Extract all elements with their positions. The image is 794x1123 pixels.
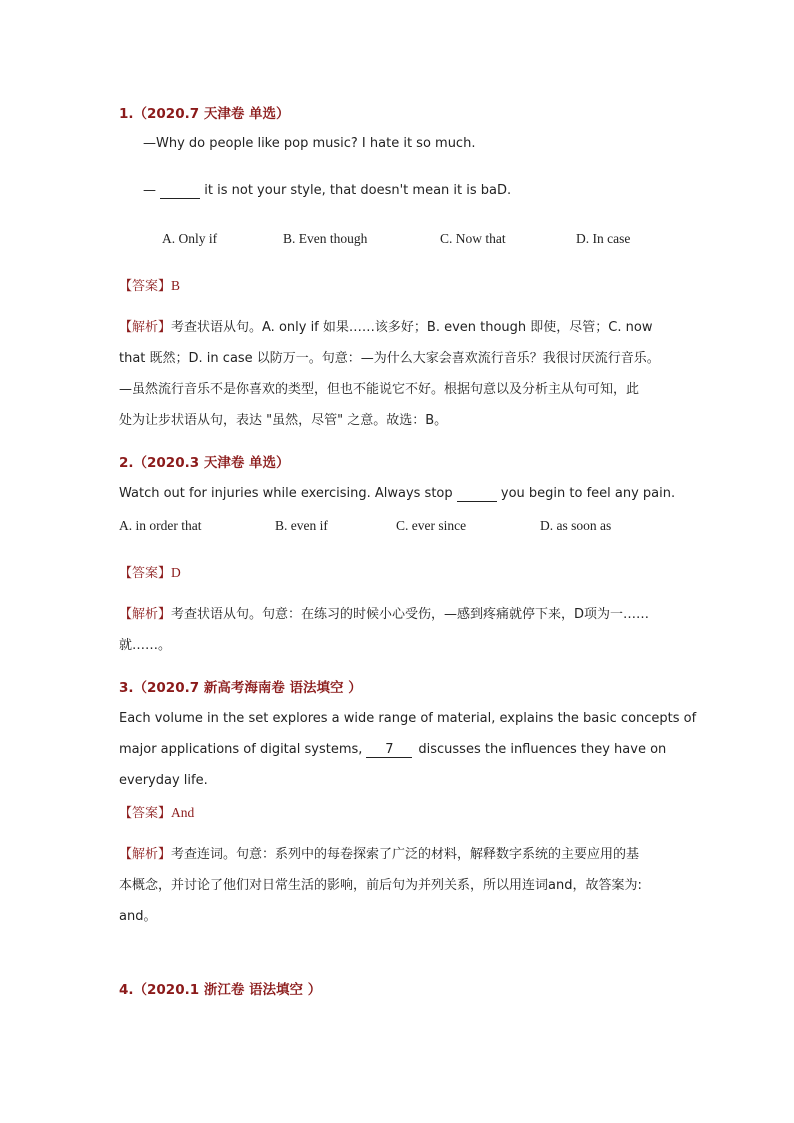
question-4-heading: 4.（2020.1 浙江卷 语法填空 ） <box>119 982 322 998</box>
answer-label: 【答案】 <box>119 279 172 294</box>
question-3-analysis-line1 <box>119 847 639 863</box>
question-2-option-d: D. as soon as <box>540 518 612 533</box>
question-3-stem-line2 <box>119 742 666 758</box>
answer-label: 【答案】 <box>119 566 172 581</box>
question-3-stem-suffix: discusses the influences they have on <box>418 742 667 757</box>
question-2-options <box>0 518 794 534</box>
question-3-analysis-line3: and。 <box>119 909 157 924</box>
question-1-option-c: C. Now that <box>440 231 506 246</box>
question-1-option-d: D. In case <box>576 231 631 246</box>
analysis-text: 考查状语从句。句意：在练习的时候小心受伤，—感到疼痛就停下来，D项为一…… <box>171 607 650 622</box>
question-2-analysis-line2: 就……。 <box>119 638 172 653</box>
answer-label: 【答案】 <box>119 806 172 821</box>
question-2-analysis-line1 <box>119 607 649 623</box>
answer-value: And <box>171 805 195 820</box>
question-3-stem-prefix: major applications of digital systems, <box>119 742 363 757</box>
question-1-analysis-line3: —虽然流行音乐不是你喜欢的类型，但也不能说它不好。根据句意以及分析主从句可知，此 <box>119 382 640 397</box>
question-1-heading: 1.（2020.7 天津卷 单选） <box>119 106 290 122</box>
question-2-heading: 2.（2020.3 天津卷 单选） <box>119 455 290 471</box>
question-1-stem-line2 <box>143 183 511 199</box>
question-1-analysis-line1 <box>119 320 652 336</box>
question-2-option-b: B. even if <box>275 518 328 533</box>
question-2-blank <box>457 487 497 502</box>
question-1-options <box>0 231 794 247</box>
question-2-option-c: C. ever since <box>396 518 467 533</box>
answer-value: B <box>171 278 181 293</box>
analysis-text: 考查连词。句意：系列中的每卷探索了广泛的材料，解释数字系统的主要应用的基 <box>171 847 640 862</box>
analysis-label: 【解析】 <box>119 607 172 622</box>
analysis-label: 【解析】 <box>119 320 172 335</box>
question-1-option-b: B. Even though <box>283 231 368 246</box>
question-3-analysis-line2: 本概念，并讨论了他们对日常生活的影响，前后句为并列关系，所以用连词and，故答案为: <box>119 878 642 893</box>
question-1-answer <box>119 278 180 295</box>
answer-value: D <box>171 565 181 580</box>
question-2-stem-suffix: you begin to feel any pain. <box>496 486 676 501</box>
question-2-stem-prefix: Watch out for injuries while exercising. Always stop <box>119 486 457 501</box>
question-1-analysis-line2: that 既然；D. in case 以防万一。句意：—为什么大家会喜欢流行音乐？我很讨厌流行音乐。 <box>119 351 660 366</box>
question-1-stem-line1: —Why do people like pop music? I hate it so much. <box>143 136 476 151</box>
analysis-text: 考查状语从句。A. only if 如果……该多好；B. even though 即使，尽管；C. now <box>171 320 653 335</box>
question-3-stem-line3: everyday life. <box>119 773 208 788</box>
question-1-blank <box>160 184 200 199</box>
question-2-option-a: A. in order that <box>119 518 202 533</box>
question-1-option-a: A. Only if <box>162 231 218 246</box>
analysis-label: 【解析】 <box>119 847 172 862</box>
question-2-answer <box>119 565 181 582</box>
question-1-stem-suffix: it is not your style, that doesn't mean it is baD. <box>200 183 512 198</box>
question-2-stem <box>119 486 675 502</box>
question-3-heading: 3.（2020.7 新高考海南卷 语法填空 ） <box>119 680 362 696</box>
question-3-answer <box>119 805 194 822</box>
question-3-blank: 7 <box>366 743 412 758</box>
question-3-stem-line1: Each volume in the set explores a wide range of material, explains the basic concepts of <box>119 711 697 726</box>
question-1-dash: — <box>143 183 161 198</box>
question-1-analysis-line4: 处为让步状语从句，表达 "虽然，尽管" 之意。故选：B。 <box>119 413 448 428</box>
